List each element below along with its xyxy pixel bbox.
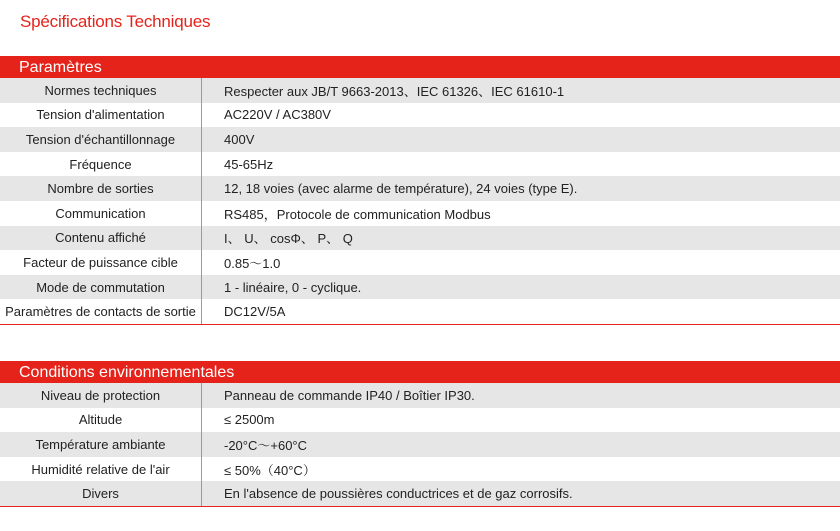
table-row [0, 176, 840, 201]
row-value: I、 U、 cosΦ、 P、 Q [224, 231, 353, 247]
table-row [0, 226, 840, 251]
row-value: ≤ 2500m [224, 412, 275, 428]
table-row [0, 152, 840, 177]
row-label: Mode de commutation [0, 275, 202, 300]
row-value: 0.85～1.0 [224, 255, 281, 271]
row-label: Température ambiante [0, 432, 202, 457]
row-value: RS485，Protocole de communication Modbus [224, 206, 491, 222]
table-row [0, 457, 840, 482]
table-row [0, 383, 840, 408]
parameters-table [0, 78, 840, 325]
row-value: 45-65Hz [224, 156, 274, 172]
table-row [0, 127, 840, 152]
parameters-section [0, 56, 840, 325]
table-row [0, 250, 840, 275]
table-row [0, 78, 840, 103]
row-value: AC220V / AC380V [224, 107, 331, 123]
row-label: Communication [0, 201, 202, 226]
row-value: 400V [224, 131, 255, 147]
row-label: Tension d'échantillonnage [0, 127, 202, 152]
table-row [0, 481, 840, 506]
row-label: Facteur de puissance cible [0, 250, 202, 275]
row-value: 12, 18 voies (avec alarme de température), 24 voies (type E). [224, 181, 578, 197]
table-row [0, 201, 840, 226]
table-row [0, 408, 840, 433]
row-label: Tension d'alimentation [0, 103, 202, 128]
row-value: Respecter aux JB/T 9663-2013、IEC 61326、IEC 61610-1 [224, 83, 565, 99]
row-label: Divers [0, 481, 202, 506]
row-label: Paramètres de contacts de sortie [0, 299, 202, 324]
row-value: Panneau de commande IP40 / Boîtier IP30. [224, 387, 475, 403]
row-value: DC12V/5A [224, 304, 286, 320]
row-value: 1 - linéaire, 0 - cyclique. [224, 279, 362, 295]
section-header: Paramètres [0, 56, 840, 78]
row-label: Nombre de sorties [0, 176, 202, 201]
environment-table [0, 383, 840, 507]
table-row [0, 103, 840, 128]
page-title: Spécifications Techniques [20, 12, 211, 31]
row-label: Niveau de protection [0, 383, 202, 408]
row-label: Fréquence [0, 152, 202, 177]
row-value: ≤ 50%（40°C） [224, 462, 316, 478]
row-value: En l'absence de poussières conductrices et de gaz corrosifs. [224, 486, 573, 502]
row-label: Humidité relative de l'air [0, 457, 202, 482]
section-header: Conditions environnementales [0, 361, 840, 383]
row-label: Altitude [0, 408, 202, 433]
table-row [0, 299, 840, 324]
environment-section [0, 361, 840, 507]
row-value: -20°C～+60°C [224, 437, 308, 453]
table-row [0, 432, 840, 457]
row-label: Contenu affiché [0, 226, 202, 251]
row-label: Normes techniques [0, 78, 202, 103]
table-row [0, 275, 840, 300]
